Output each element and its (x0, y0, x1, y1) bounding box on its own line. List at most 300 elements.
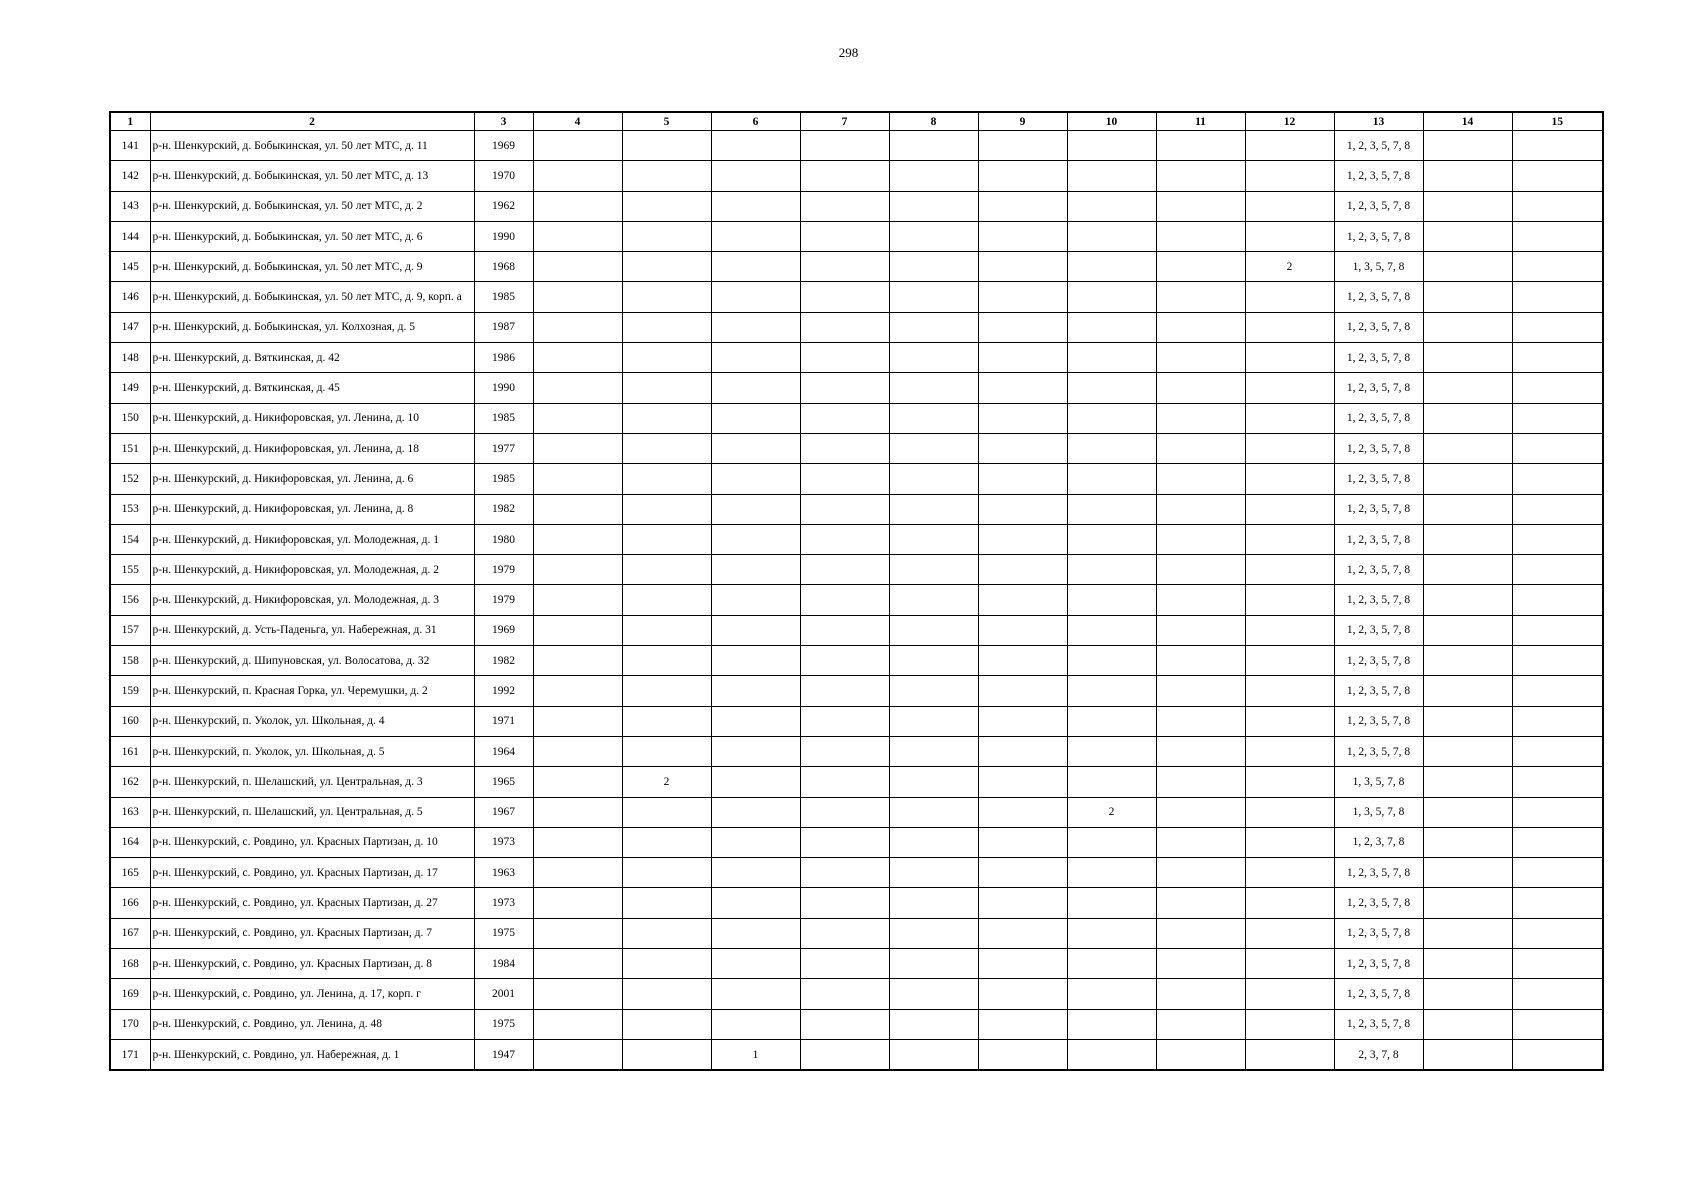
row-number-cell: 158 (110, 646, 150, 676)
table-cell (1245, 433, 1334, 463)
table-cell: 1, 3, 5, 7, 8 (1334, 797, 1423, 827)
row-number-cell: 155 (110, 555, 150, 585)
year-cell: 1990 (474, 221, 533, 251)
table-cell (1512, 918, 1603, 948)
table-cell (1423, 888, 1512, 918)
table-cell (1067, 343, 1156, 373)
housing-registry-table (109, 111, 1604, 1071)
row-number-cell: 164 (110, 827, 150, 857)
table-row (110, 403, 1603, 433)
table-cell (1512, 1039, 1603, 1070)
table-cell (1156, 1039, 1245, 1070)
row-number-cell: 147 (110, 312, 150, 342)
table-row (110, 888, 1603, 918)
table-cell: 1, 2, 3, 5, 7, 8 (1334, 888, 1423, 918)
table-cell (1423, 767, 1512, 797)
address-cell: р-н. Шенкурский, с. Ровдино, ул. Красных Партизан, д. 10 (150, 827, 474, 857)
table-cell (889, 494, 978, 524)
table-cell (622, 494, 711, 524)
table-cell (622, 736, 711, 766)
table-cell (1512, 676, 1603, 706)
address-cell: р-н. Шенкурский, с. Ровдино, ул. Ленина, д. 48 (150, 1009, 474, 1039)
table-cell (533, 736, 622, 766)
table-cell (1423, 343, 1512, 373)
table-row (110, 827, 1603, 857)
table-cell (1156, 767, 1245, 797)
table-cell (1245, 585, 1334, 615)
table-row (110, 555, 1603, 585)
table-cell (622, 433, 711, 463)
table-cell (1067, 585, 1156, 615)
table-cell (1512, 1009, 1603, 1039)
year-cell: 1977 (474, 433, 533, 463)
table-cell (622, 646, 711, 676)
table-cell (711, 282, 800, 312)
table-cell (1423, 858, 1512, 888)
table-cell (1423, 585, 1512, 615)
table-cell (1156, 676, 1245, 706)
table-cell (800, 403, 889, 433)
table-cell: 1, 2, 3, 5, 7, 8 (1334, 464, 1423, 494)
table-row (110, 433, 1603, 463)
table-cell (889, 1009, 978, 1039)
table-cell: 1, 2, 3, 5, 7, 8 (1334, 312, 1423, 342)
table-cell (533, 343, 622, 373)
table-cell (1245, 767, 1334, 797)
address-cell: р-н. Шенкурский, д. Никифоровская, ул. Молодежная, д. 1 (150, 524, 474, 554)
table-cell (1067, 494, 1156, 524)
table-row (110, 615, 1603, 645)
column-header: 10 (1067, 112, 1156, 131)
address-cell: р-н. Шенкурский, д. Шипуновская, ул. Волосатова, д. 32 (150, 646, 474, 676)
table-cell (622, 555, 711, 585)
row-number-cell: 154 (110, 524, 150, 554)
table-cell: 1, 2, 3, 5, 7, 8 (1334, 585, 1423, 615)
table-cell (1423, 161, 1512, 191)
table-cell (1423, 252, 1512, 282)
table-cell (1156, 191, 1245, 221)
table-cell (1156, 161, 1245, 191)
row-number-cell: 146 (110, 282, 150, 312)
column-header: 8 (889, 112, 978, 131)
address-cell: р-н. Шенкурский, д. Никифоровская, ул. Молодежная, д. 3 (150, 585, 474, 615)
column-header: 4 (533, 112, 622, 131)
table-cell (1067, 918, 1156, 948)
table-cell (1156, 373, 1245, 403)
address-cell: р-н. Шенкурский, с. Ровдино, ул. Красных Партизан, д. 8 (150, 949, 474, 979)
table-cell (622, 949, 711, 979)
table-cell (978, 312, 1067, 342)
table-row (110, 979, 1603, 1009)
row-number-cell: 153 (110, 494, 150, 524)
table-cell: 1, 2, 3, 5, 7, 8 (1334, 131, 1423, 161)
table-cell (1512, 191, 1603, 221)
table-row (110, 949, 1603, 979)
table-cell (889, 191, 978, 221)
address-cell: р-н. Шенкурский, д. Бобыкинская, ул. 50 лет МТС, д. 6 (150, 221, 474, 251)
table-cell (622, 827, 711, 857)
table-cell (1156, 585, 1245, 615)
table-cell (533, 918, 622, 948)
table-cell (800, 949, 889, 979)
address-cell: р-н. Шенкурский, д. Бобыкинская, ул. 50 лет МТС, д. 11 (150, 131, 474, 161)
table-cell (978, 1039, 1067, 1070)
table-cell (1423, 282, 1512, 312)
table-cell (978, 403, 1067, 433)
table-cell (889, 767, 978, 797)
table-cell: 1, 2, 3, 5, 7, 8 (1334, 979, 1423, 1009)
year-cell: 1992 (474, 676, 533, 706)
table-cell: 1, 2, 3, 5, 7, 8 (1334, 736, 1423, 766)
table-cell (1156, 464, 1245, 494)
table-cell (711, 494, 800, 524)
table-cell (622, 858, 711, 888)
table-cell (1512, 464, 1603, 494)
table-cell (978, 191, 1067, 221)
table-header-row (110, 112, 1603, 131)
table-cell: 1, 2, 3, 5, 7, 8 (1334, 1009, 1423, 1039)
table-cell (1156, 221, 1245, 251)
table-cell (1067, 646, 1156, 676)
row-number-cell: 162 (110, 767, 150, 797)
table-cell (889, 979, 978, 1009)
table-row (110, 706, 1603, 736)
table-row (110, 767, 1603, 797)
row-number-cell: 167 (110, 918, 150, 948)
table-cell (533, 646, 622, 676)
table-cell (1245, 827, 1334, 857)
table-cell: 1, 2, 3, 5, 7, 8 (1334, 343, 1423, 373)
table-cell (711, 343, 800, 373)
year-cell: 1986 (474, 343, 533, 373)
table-cell (1245, 494, 1334, 524)
table-cell (1067, 373, 1156, 403)
year-cell: 1964 (474, 736, 533, 766)
table-cell (978, 979, 1067, 1009)
table-cell (889, 555, 978, 585)
column-header: 12 (1245, 112, 1334, 131)
row-number-cell: 142 (110, 161, 150, 191)
row-number-cell: 163 (110, 797, 150, 827)
table-cell (533, 949, 622, 979)
table-cell (889, 1039, 978, 1070)
table-row (110, 1039, 1603, 1070)
table-cell (800, 858, 889, 888)
table-cell (1423, 312, 1512, 342)
table-cell (800, 827, 889, 857)
table-cell (1512, 161, 1603, 191)
table-cell (1245, 858, 1334, 888)
table-cell (1423, 797, 1512, 827)
table-cell (1512, 131, 1603, 161)
table-cell (1512, 252, 1603, 282)
table-cell (533, 706, 622, 736)
year-cell: 1968 (474, 252, 533, 282)
table-cell (1423, 403, 1512, 433)
table-cell (533, 312, 622, 342)
table-cell (889, 918, 978, 948)
table-cell (889, 161, 978, 191)
address-cell: р-н. Шенкурский, п. Красная Горка, ул. Черемушки, д. 2 (150, 676, 474, 706)
row-number-cell: 149 (110, 373, 150, 403)
table-cell (800, 373, 889, 403)
table-cell (978, 161, 1067, 191)
row-number-cell: 170 (110, 1009, 150, 1039)
table-row (110, 1009, 1603, 1039)
table-cell (622, 252, 711, 282)
table-cell (1423, 676, 1512, 706)
table-cell (533, 555, 622, 585)
table-cell (1067, 221, 1156, 251)
table-cell (622, 888, 711, 918)
table-cell (978, 252, 1067, 282)
table-cell (533, 1009, 622, 1039)
row-number-cell: 152 (110, 464, 150, 494)
year-cell: 1990 (474, 373, 533, 403)
table-cell (978, 524, 1067, 554)
table-cell (711, 767, 800, 797)
table-row (110, 191, 1603, 221)
address-cell: р-н. Шенкурский, д. Бобыкинская, ул. 50 лет МТС, д. 13 (150, 161, 474, 191)
table-cell (800, 767, 889, 797)
table-cell (1067, 252, 1156, 282)
table-cell (622, 191, 711, 221)
row-number-cell: 165 (110, 858, 150, 888)
table-cell (1512, 282, 1603, 312)
column-header: 9 (978, 112, 1067, 131)
table-cell (1156, 343, 1245, 373)
row-number-cell: 148 (110, 343, 150, 373)
table-row (110, 221, 1603, 251)
table-cell (1067, 979, 1156, 1009)
table-cell (800, 1039, 889, 1070)
table-cell (711, 736, 800, 766)
table-cell (978, 676, 1067, 706)
table-cell (1067, 433, 1156, 463)
table-body (110, 131, 1603, 1071)
table-cell (1423, 221, 1512, 251)
table-cell (533, 221, 622, 251)
table-cell (1156, 979, 1245, 1009)
table-cell (622, 312, 711, 342)
table-cell (1156, 252, 1245, 282)
address-cell: р-н. Шенкурский, с. Ровдино, ул. Набережная, д. 1 (150, 1039, 474, 1070)
table-cell (1156, 555, 1245, 585)
table-cell (1156, 403, 1245, 433)
table-cell (800, 736, 889, 766)
table-cell (978, 282, 1067, 312)
table-cell (978, 555, 1067, 585)
table-cell (533, 252, 622, 282)
table-cell (711, 373, 800, 403)
table-cell (978, 131, 1067, 161)
table-cell (1245, 373, 1334, 403)
table-cell (1512, 615, 1603, 645)
table-cell (889, 403, 978, 433)
table-cell (978, 585, 1067, 615)
table-cell (533, 888, 622, 918)
table-cell (622, 131, 711, 161)
table-cell (800, 494, 889, 524)
table-cell: 1, 2, 3, 5, 7, 8 (1334, 524, 1423, 554)
table-cell (889, 312, 978, 342)
year-cell: 1979 (474, 555, 533, 585)
table-cell (1067, 888, 1156, 918)
year-cell: 1975 (474, 918, 533, 948)
table-cell (533, 524, 622, 554)
table-cell (1423, 949, 1512, 979)
table-cell (1245, 918, 1334, 948)
table-cell: 1, 2, 3, 5, 7, 8 (1334, 161, 1423, 191)
table-cell (978, 888, 1067, 918)
column-header: 11 (1156, 112, 1245, 131)
table-cell (711, 646, 800, 676)
table-cell (889, 221, 978, 251)
table-cell (1156, 858, 1245, 888)
table-cell (711, 252, 800, 282)
table-cell (800, 161, 889, 191)
table-cell (1067, 464, 1156, 494)
table-cell: 1, 2, 3, 5, 7, 8 (1334, 221, 1423, 251)
year-cell: 1987 (474, 312, 533, 342)
column-header: 6 (711, 112, 800, 131)
table-cell (1512, 221, 1603, 251)
table-cell (622, 464, 711, 494)
table-cell (800, 312, 889, 342)
table-cell (800, 615, 889, 645)
year-cell: 1967 (474, 797, 533, 827)
table-row (110, 646, 1603, 676)
table-row (110, 252, 1603, 282)
table-cell (889, 858, 978, 888)
table-cell (1067, 312, 1156, 342)
table-cell (1245, 676, 1334, 706)
table-cell (1512, 524, 1603, 554)
table-cell (1245, 221, 1334, 251)
table-cell (1245, 312, 1334, 342)
table-cell (533, 858, 622, 888)
year-cell: 1980 (474, 524, 533, 554)
table-cell (800, 252, 889, 282)
table-cell (889, 827, 978, 857)
address-cell: р-н. Шенкурский, с. Ровдино, ул. Ленина, д. 17, корп. г (150, 979, 474, 1009)
table-cell (1423, 191, 1512, 221)
table-cell: 1, 2, 3, 5, 7, 8 (1334, 282, 1423, 312)
table-cell (533, 615, 622, 645)
table-cell (711, 161, 800, 191)
address-cell: р-н. Шенкурский, д. Никифоровская, ул. Ленина, д. 10 (150, 403, 474, 433)
table-cell (533, 191, 622, 221)
table-row (110, 676, 1603, 706)
row-number-cell: 171 (110, 1039, 150, 1070)
table-cell: 1, 2, 3, 5, 7, 8 (1334, 373, 1423, 403)
table-cell (1067, 1009, 1156, 1039)
table-row (110, 282, 1603, 312)
table-cell: 1 (711, 1039, 800, 1070)
table-cell (1067, 827, 1156, 857)
table-cell (1067, 676, 1156, 706)
table-row (110, 858, 1603, 888)
table-cell (1245, 1039, 1334, 1070)
table-cell (889, 433, 978, 463)
table-cell (1512, 797, 1603, 827)
table-cell (1423, 494, 1512, 524)
table-cell: 1, 2, 3, 5, 7, 8 (1334, 646, 1423, 676)
table-cell (800, 131, 889, 161)
table-cell (889, 706, 978, 736)
table-cell (622, 918, 711, 948)
table-cell (1512, 736, 1603, 766)
address-cell: р-н. Шенкурский, д. Никифоровская, ул. Ленина, д. 18 (150, 433, 474, 463)
table-cell (1245, 736, 1334, 766)
table-row (110, 373, 1603, 403)
table-cell (711, 433, 800, 463)
table-cell (800, 1009, 889, 1039)
table-cell (1156, 1009, 1245, 1039)
table-cell (978, 433, 1067, 463)
table-cell (978, 858, 1067, 888)
table-cell (889, 343, 978, 373)
table-cell (1512, 858, 1603, 888)
table-cell (978, 646, 1067, 676)
table-cell (800, 706, 889, 736)
year-cell: 1975 (474, 1009, 533, 1039)
table-cell (1156, 433, 1245, 463)
table-cell (1423, 1039, 1512, 1070)
table-cell (1156, 736, 1245, 766)
row-number-cell: 169 (110, 979, 150, 1009)
table-row (110, 464, 1603, 494)
table-cell (711, 949, 800, 979)
table-cell (622, 1039, 711, 1070)
table-cell (1156, 282, 1245, 312)
table-cell (1245, 403, 1334, 433)
row-number-cell: 151 (110, 433, 150, 463)
table-cell (1156, 494, 1245, 524)
table-cell (1067, 131, 1156, 161)
table-cell (1423, 131, 1512, 161)
table-cell (1423, 615, 1512, 645)
table-cell (1067, 615, 1156, 645)
row-number-cell: 144 (110, 221, 150, 251)
table-cell (533, 373, 622, 403)
address-cell: р-н. Шенкурский, п. Шелашский, ул. Центральная, д. 5 (150, 797, 474, 827)
year-cell: 1973 (474, 888, 533, 918)
year-cell: 1969 (474, 131, 533, 161)
table-cell (533, 585, 622, 615)
table-cell (533, 1039, 622, 1070)
table-cell (889, 131, 978, 161)
table-cell (1067, 191, 1156, 221)
table-cell (1156, 888, 1245, 918)
table-cell: 1, 2, 3, 5, 7, 8 (1334, 858, 1423, 888)
table-cell (533, 161, 622, 191)
table-cell (1512, 343, 1603, 373)
table-cell (533, 403, 622, 433)
table-cell (889, 888, 978, 918)
table-cell (1245, 555, 1334, 585)
row-number-cell: 143 (110, 191, 150, 221)
year-cell: 1982 (474, 646, 533, 676)
column-header: 15 (1512, 112, 1603, 131)
table-cell (622, 403, 711, 433)
table-cell (622, 706, 711, 736)
table-cell (978, 706, 1067, 736)
table-cell (1512, 494, 1603, 524)
year-cell: 1985 (474, 403, 533, 433)
table-cell: 1, 3, 5, 7, 8 (1334, 252, 1423, 282)
table-cell (800, 433, 889, 463)
